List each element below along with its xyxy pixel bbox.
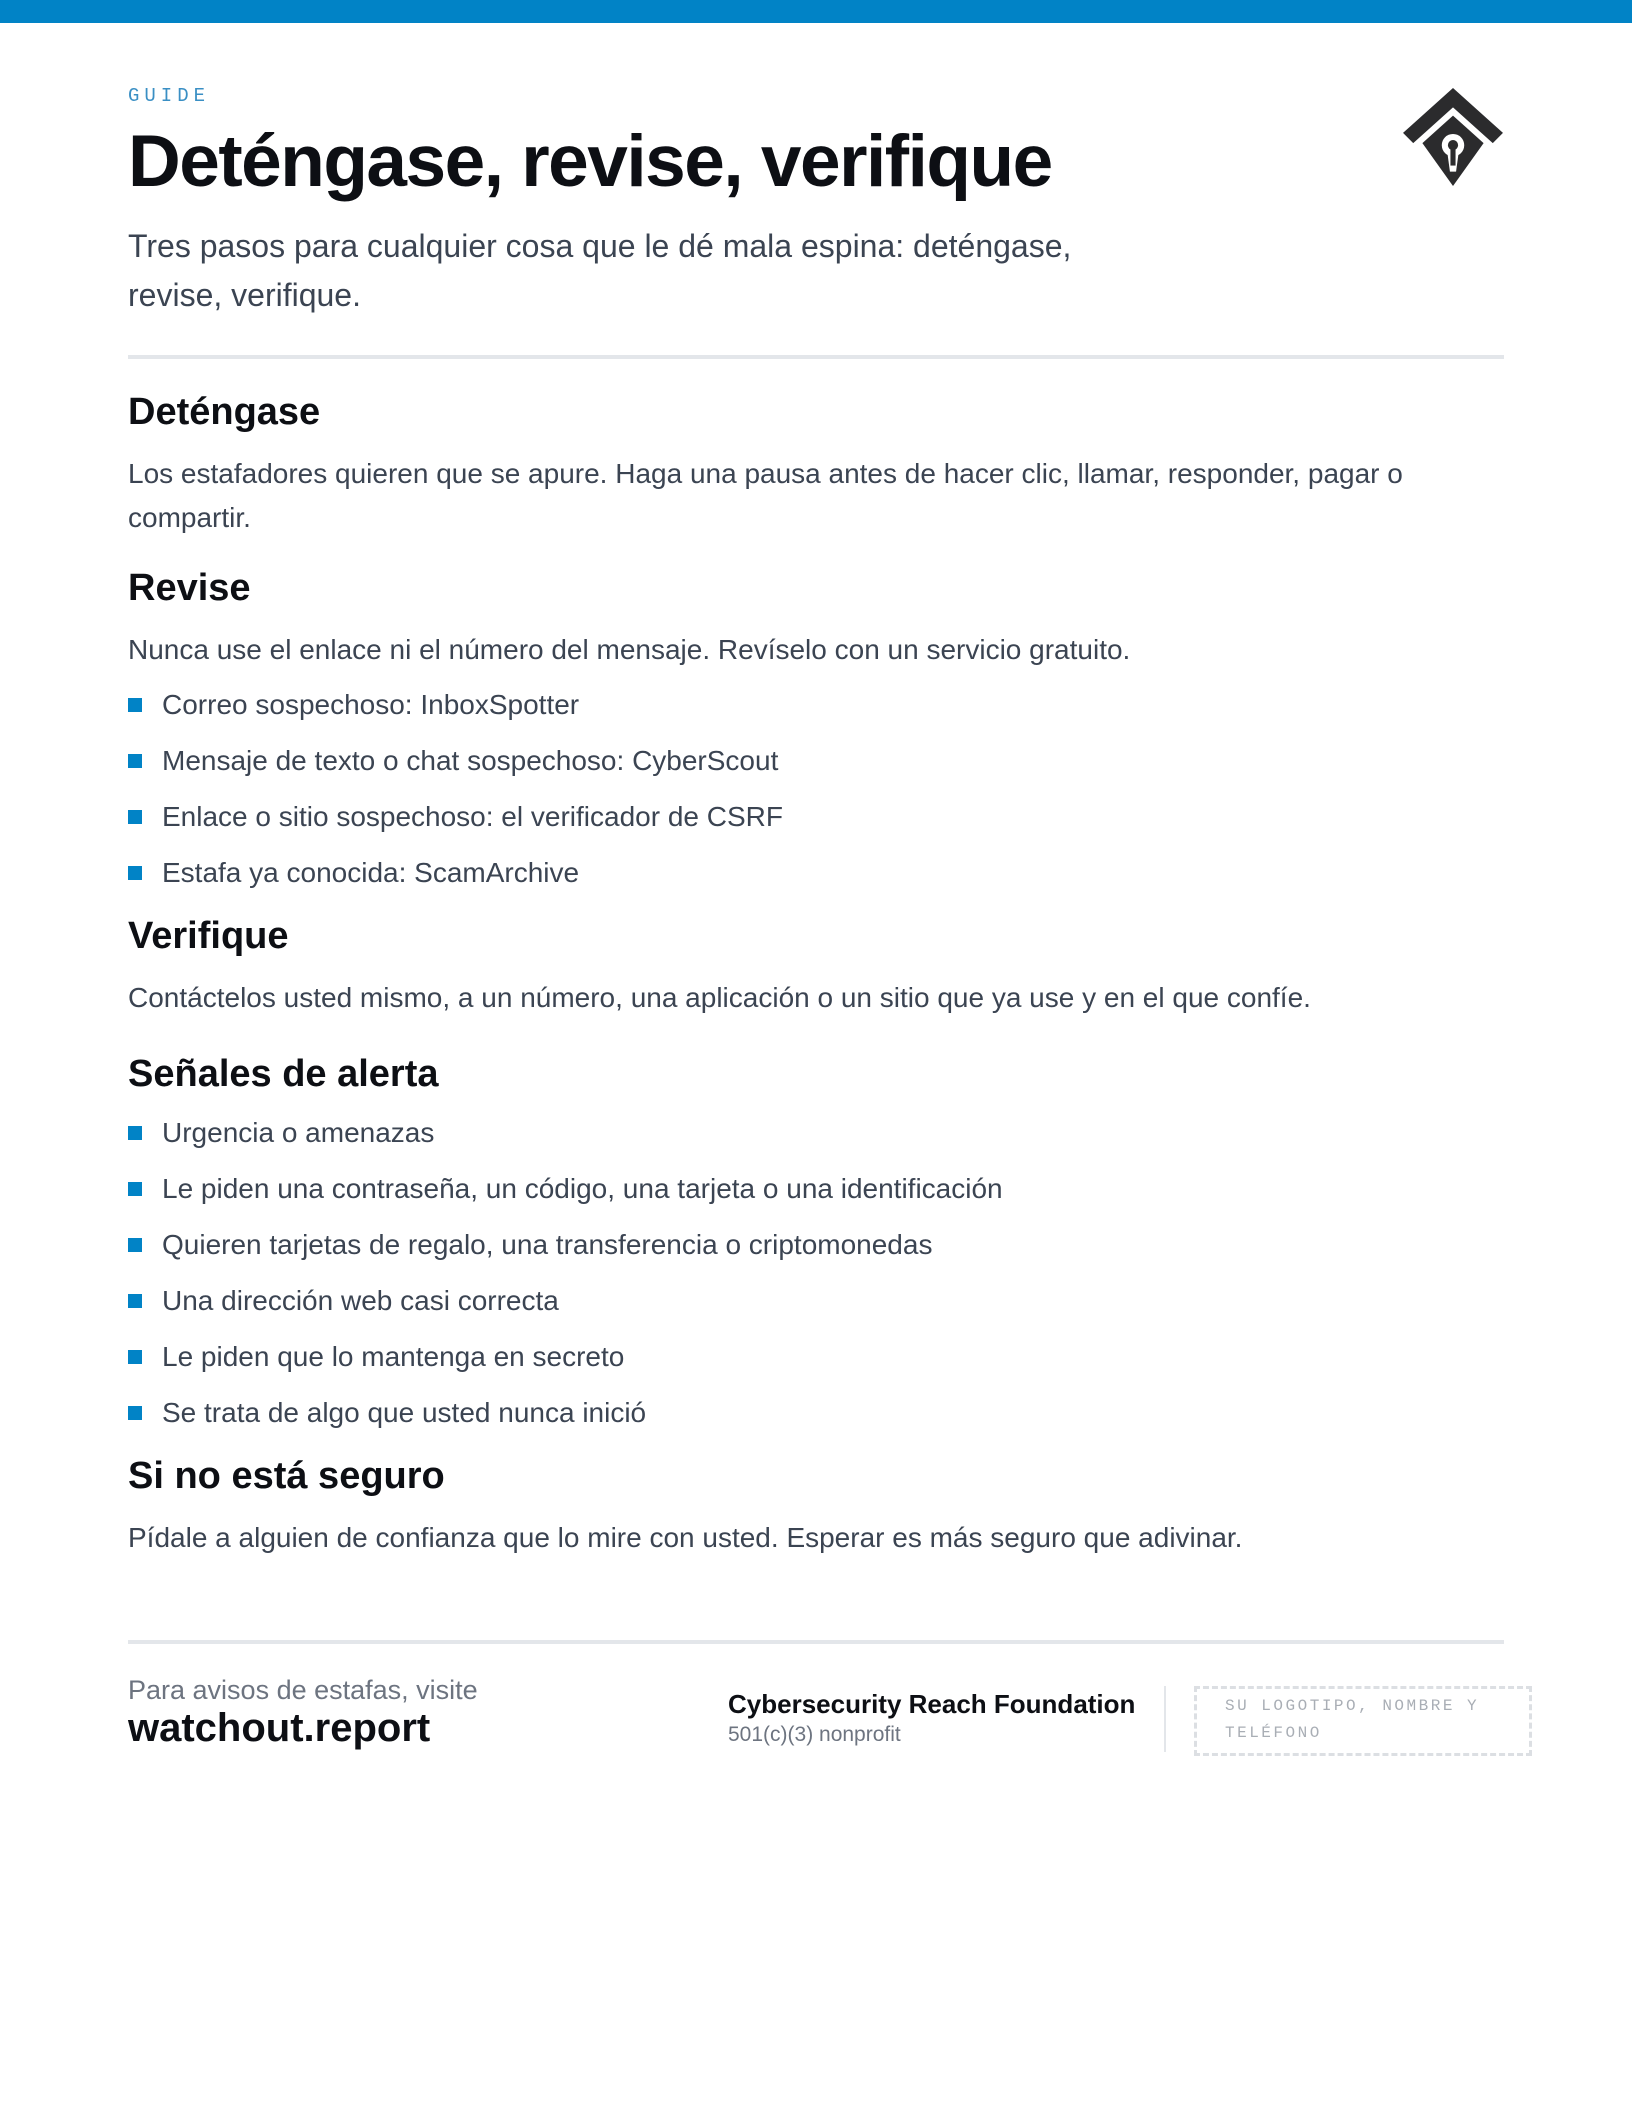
visit-url-link[interactable]: watchout.report	[128, 1706, 431, 1750]
list-item	[128, 1226, 1504, 1264]
section-stop	[128, 386, 1504, 540]
list-item	[128, 1282, 1504, 1320]
bullet-square-icon	[128, 1350, 142, 1364]
section-heading: Revise	[128, 567, 251, 609]
header-divider	[128, 355, 1504, 359]
house-lock-icon	[1402, 86, 1504, 188]
page-subtitle: Tres pasos para cualquier cosa que le dé mala espina: deténgase, revise, verifique.	[128, 228, 1072, 313]
bullet-square-icon	[128, 1182, 142, 1196]
warning-signs-list	[128, 1114, 1504, 1432]
section-warning-signs	[128, 1048, 1504, 1432]
section-body: Contáctelos usted mismo, a un número, una aplicación o un sitio que ya use y en el que confíe.	[128, 982, 1311, 1013]
section-unsure	[128, 1450, 1504, 1560]
placeholder-text: SU LOGOTIPO, NOMBRE Y TELÉFONO	[1225, 1697, 1480, 1742]
section-heading: Deténgase	[128, 391, 321, 433]
bullet-square-icon	[128, 698, 142, 712]
main-content	[128, 386, 1504, 1560]
list-item	[128, 1394, 1504, 1432]
logo-placeholder-box	[1194, 1686, 1532, 1756]
list-item-text: Le piden una contraseña, un código, una tarjeta o una identificación	[162, 1173, 1003, 1204]
visit-lead-text: Para avisos de estafas, visite	[128, 1675, 478, 1705]
bullet-square-icon	[128, 1406, 142, 1420]
list-item	[128, 798, 1504, 836]
section-verify	[128, 910, 1504, 1020]
list-item-text: Una dirección web casi correcta	[162, 1285, 559, 1316]
bullet-square-icon	[128, 866, 142, 880]
bullet-square-icon	[128, 1238, 142, 1252]
org-status: 501(c)(3) nonprofit	[728, 1723, 901, 1746]
list-item-text: Mensaje de texto o chat sospechoso: CyberScout	[162, 745, 779, 776]
bullet-square-icon	[128, 754, 142, 768]
footer-vertical-divider	[1164, 1686, 1166, 1752]
page-title: Deténgase, revise, verifique	[128, 121, 1052, 202]
bullet-square-icon	[128, 810, 142, 824]
section-body: Los estafadores quieren que se apure. Haga una pausa antes de hacer clic, llamar, responder, pagar o compartir.	[128, 458, 1403, 533]
bullet-square-icon	[128, 1126, 142, 1140]
section-heading: Señales de alerta	[128, 1053, 439, 1095]
section-heading: Verifique	[128, 915, 289, 957]
list-item	[128, 854, 1504, 892]
org-name: Cybersecurity Reach Foundation	[728, 1689, 1136, 1719]
section-body: Nunca use el enlace ni el número del mensaje. Revíselo con un servicio gratuito.	[128, 634, 1131, 665]
list-item	[128, 686, 1504, 724]
list-item	[128, 1338, 1504, 1376]
footer-divider	[128, 1640, 1504, 1644]
section-body: Pídale a alguien de confianza que lo mire con usted. Esperar es más seguro que adivinar.	[128, 1522, 1243, 1553]
list-item-text: Estafa ya conocida: ScamArchive	[162, 857, 580, 888]
footer	[128, 1670, 1504, 1760]
top-accent-bar	[0, 0, 1632, 23]
check-services-list	[128, 686, 1504, 892]
eyebrow-label: GUIDE	[128, 85, 211, 107]
list-item	[128, 1114, 1504, 1152]
list-item-text: Urgencia o amenazas	[162, 1117, 435, 1148]
list-item-text: Correo sospechoso: InboxSpotter	[162, 689, 580, 720]
bullet-square-icon	[128, 1294, 142, 1308]
list-item-text: Se trata de algo que usted nunca inició	[162, 1397, 647, 1428]
list-item	[128, 1170, 1504, 1208]
section-heading: Si no está seguro	[128, 1455, 445, 1497]
list-item	[128, 742, 1504, 780]
list-item-text: Le piden que lo mantenga en secreto	[162, 1341, 625, 1372]
section-check	[128, 562, 1504, 892]
list-item-text: Enlace o sitio sospechoso: el verificador de CSRF	[162, 801, 783, 832]
list-item-text: Quieren tarjetas de regalo, una transferencia o criptomonedas	[162, 1229, 933, 1260]
